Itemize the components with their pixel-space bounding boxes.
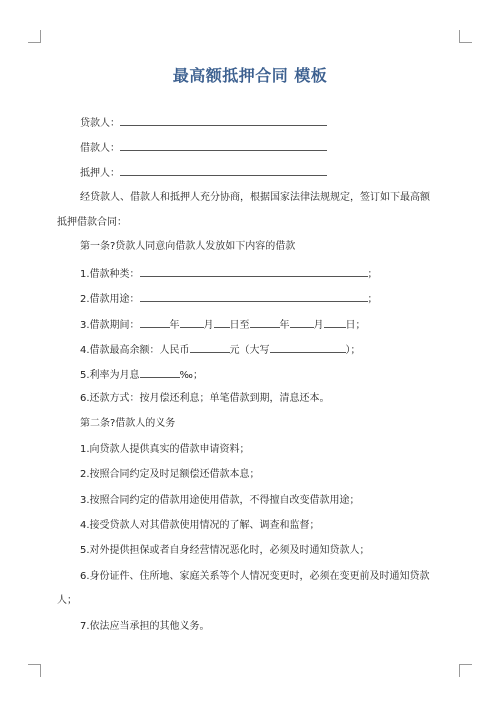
max-balance-label: 4.借款最高余额：人民币 xyxy=(80,345,190,356)
lender-label: 贷款人： xyxy=(80,118,120,129)
obligation-item: 6.身份证件、住所地、家庭关系等个人情况变更时，必须在变更前及时通知贷款 xyxy=(80,571,430,582)
interest-rate-blank[interactable] xyxy=(140,367,180,378)
max-balance-close: ）； xyxy=(345,345,361,356)
interest-rate-line xyxy=(80,367,203,383)
crop-mark-bottom-left xyxy=(28,664,41,677)
loan-period-label: 3.借款期间： xyxy=(80,320,140,331)
loan-purpose-label: 2.借款用途： xyxy=(80,294,140,305)
mortgagor-blank[interactable] xyxy=(120,165,327,176)
loan-type-blank[interactable] xyxy=(140,266,368,277)
loan-period-line xyxy=(80,317,366,333)
max-balance-line xyxy=(80,342,361,358)
lender-blank[interactable] xyxy=(120,115,327,126)
borrower-label: 借款人： xyxy=(80,143,120,154)
day-to-label: 日至 xyxy=(229,320,250,331)
interest-rate-label: 5.利率为月息 xyxy=(80,370,140,381)
amount-words-blank[interactable] xyxy=(270,342,346,353)
loan-type-line xyxy=(80,266,378,282)
repayment-line: 6.还款方式：按月偿还利息；单笔借款到期，清息还本。 xyxy=(80,393,330,404)
loan-purpose-line xyxy=(80,291,378,307)
intro-line-2: 抵押借款合同： xyxy=(57,217,127,228)
borrower-blank[interactable] xyxy=(120,140,327,151)
loan-purpose-semicolon: ； xyxy=(367,294,378,305)
borrower-line xyxy=(80,140,327,156)
end-day-blank[interactable] xyxy=(324,317,346,328)
obligation-item: 4.接受贷款人对其借款使用情况的了解、调查和监督； xyxy=(80,520,320,531)
loan-type-label: 1.借款种类： xyxy=(80,269,140,280)
obligation-item: 2.按照合同约定及时足额偿还借款本息； xyxy=(80,469,260,480)
start-day-blank[interactable] xyxy=(214,317,230,328)
day-end-label: 日； xyxy=(345,320,366,331)
end-year-blank[interactable] xyxy=(250,317,280,328)
yuan-label: 元（大写 xyxy=(229,345,270,356)
obligation-item: 3.按照合同约定的借款用途使用借款，不得擅自改变借款用途； xyxy=(80,495,360,506)
permille-unit: ‰； xyxy=(179,370,203,381)
loan-type-semicolon: ； xyxy=(367,269,378,280)
article2-heading: 第二条?借款人的义务 xyxy=(80,418,176,429)
crop-mark-top-left xyxy=(28,30,41,43)
amount-blank[interactable] xyxy=(190,342,230,353)
obligation-item: 1.向贷款人提供真实的借款申请资料； xyxy=(80,444,250,455)
article1-heading: 第一条?贷款人同意向借款人发放如下内容的借款 xyxy=(80,241,296,252)
obligation-item: 5.对外提供担保或者自身经营情况恶化时，必须及时通知贷款人； xyxy=(80,545,370,556)
lender-line xyxy=(80,115,327,131)
year-label-1: 年 xyxy=(169,320,180,331)
intro-line-1: 经贷款人、借款人和抵押人充分协商，根据国家法律法规规定，签订如下最高额 xyxy=(80,192,430,203)
end-month-blank[interactable] xyxy=(290,317,314,328)
mortgagor-line xyxy=(80,165,327,181)
start-year-blank[interactable] xyxy=(140,317,170,328)
document-title: 最高额抵押合同 模板 xyxy=(172,66,328,85)
obligation-item: 7.依法应当承担的其他义务。 xyxy=(80,621,210,632)
loan-purpose-blank[interactable] xyxy=(140,291,368,302)
start-month-blank[interactable] xyxy=(180,317,204,328)
year-label-2: 年 xyxy=(279,320,290,331)
obligation-item-continued: 人； xyxy=(57,595,77,606)
month-label-1: 月 xyxy=(203,320,214,331)
mortgagor-label: 抵押人： xyxy=(80,168,120,179)
crop-mark-bottom-right xyxy=(459,664,472,677)
crop-mark-top-right xyxy=(459,30,472,43)
month-label-2: 月 xyxy=(313,320,324,331)
